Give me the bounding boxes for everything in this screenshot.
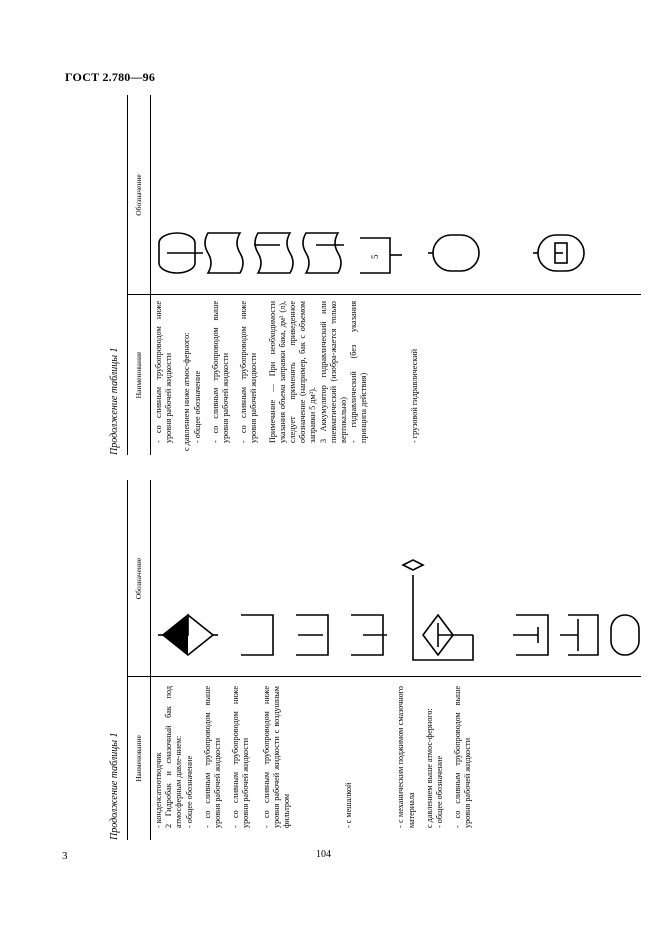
condensate-trap-symbol xyxy=(158,605,218,665)
column-header-symbol: Обозначение xyxy=(128,480,151,677)
vacuum-tank-drain-below-symbol xyxy=(298,223,348,283)
table-body xyxy=(127,480,641,840)
list-item: - со сливным трубопроводом ниже уровня рабочей жидкости xyxy=(231,686,251,828)
note: Примечание — При необходимости указания объема заправки бака, дм³ (л), следует применять приведенное обозначение (например, бак с объемом заправки 5 дм³). xyxy=(267,301,318,443)
list-item: - со сливным трубопроводом ниже уровня рабочей жидкости с воздушным фильтром xyxy=(261,686,292,828)
list-item: - со сливным трубопроводом выше уровня рабочей жидкости xyxy=(210,301,231,443)
table-caption: Продолжение таблицы 1 xyxy=(109,347,120,455)
column-header-symbol: Обозначение xyxy=(128,95,151,295)
list-item: - с механическим поджимом смазочного материала xyxy=(396,686,416,828)
weight-accumulator-symbol xyxy=(533,223,593,283)
list-item: - грузовой гидравлический xyxy=(409,348,419,443)
name-column xyxy=(154,301,420,451)
tank-drain-below-symbol xyxy=(343,605,393,665)
list-item: 3 Аккумулятор гидравлический или пневматический (изобра-жается только вертикально) xyxy=(318,301,349,443)
vacuum-tank-general-symbol xyxy=(200,223,250,283)
table-continuation-2 xyxy=(110,95,640,455)
list-item: - со сливным трубопроводом выше уровня рабочей жидкости xyxy=(202,686,223,828)
pressurized-tank-symbol xyxy=(606,605,646,665)
name-column xyxy=(154,686,474,836)
column-header-name: Наименование xyxy=(128,677,151,840)
list-item: - общее обозначение xyxy=(435,755,445,828)
tank-volume-symbol xyxy=(350,223,410,283)
list-item: - общее обозначение xyxy=(192,370,202,443)
table-continuation-1 xyxy=(110,480,640,840)
column-header-name: Наименование xyxy=(128,295,151,455)
list-item: - конденсатоотводчик xyxy=(154,752,163,828)
standard-header: ГОСТ 2.780—96 xyxy=(65,70,156,84)
tank-mech-press-symbol xyxy=(560,605,605,665)
hydraulic-accumulator-symbol xyxy=(428,223,488,283)
list-item: - со сливным трубопроводом выше уровня рабочей жидкости xyxy=(453,686,473,828)
tank-general-symbol xyxy=(233,605,283,665)
list-item: с давлением выше атмос-ферного: xyxy=(424,708,434,828)
edge-page-number: 3 xyxy=(62,850,68,862)
page-number: 104 xyxy=(316,849,331,860)
tank-drain-above-symbol xyxy=(288,605,338,665)
tank-mixer-symbol xyxy=(508,605,558,665)
list-item: 2 Гидробак и смазочный бак под атмосферным давле-нием: xyxy=(164,686,184,828)
list-item: - с мешалкой xyxy=(344,782,354,828)
list-item: - со сливным трубопроводом ниже уровня рабочей жидкости xyxy=(239,301,259,443)
vacuum-tank-drain-above-symbol xyxy=(250,223,300,283)
tank-air-filter-symbol xyxy=(393,555,483,665)
volume-label: 5 xyxy=(370,254,380,259)
table-caption: Продолжение таблицы 1 xyxy=(109,732,120,840)
list-item: - общее обозначение xyxy=(184,755,194,828)
list-item: - гидравлический (без указания принципа действия) xyxy=(349,301,369,443)
list-item: - со сливным трубопроводом ниже уровня рабочей жидкости xyxy=(154,301,174,443)
tank-drain-below-ellipse-symbol xyxy=(153,223,203,283)
table-body xyxy=(127,95,641,455)
list-item: с давлением ниже атмос-ферного: xyxy=(182,332,192,451)
